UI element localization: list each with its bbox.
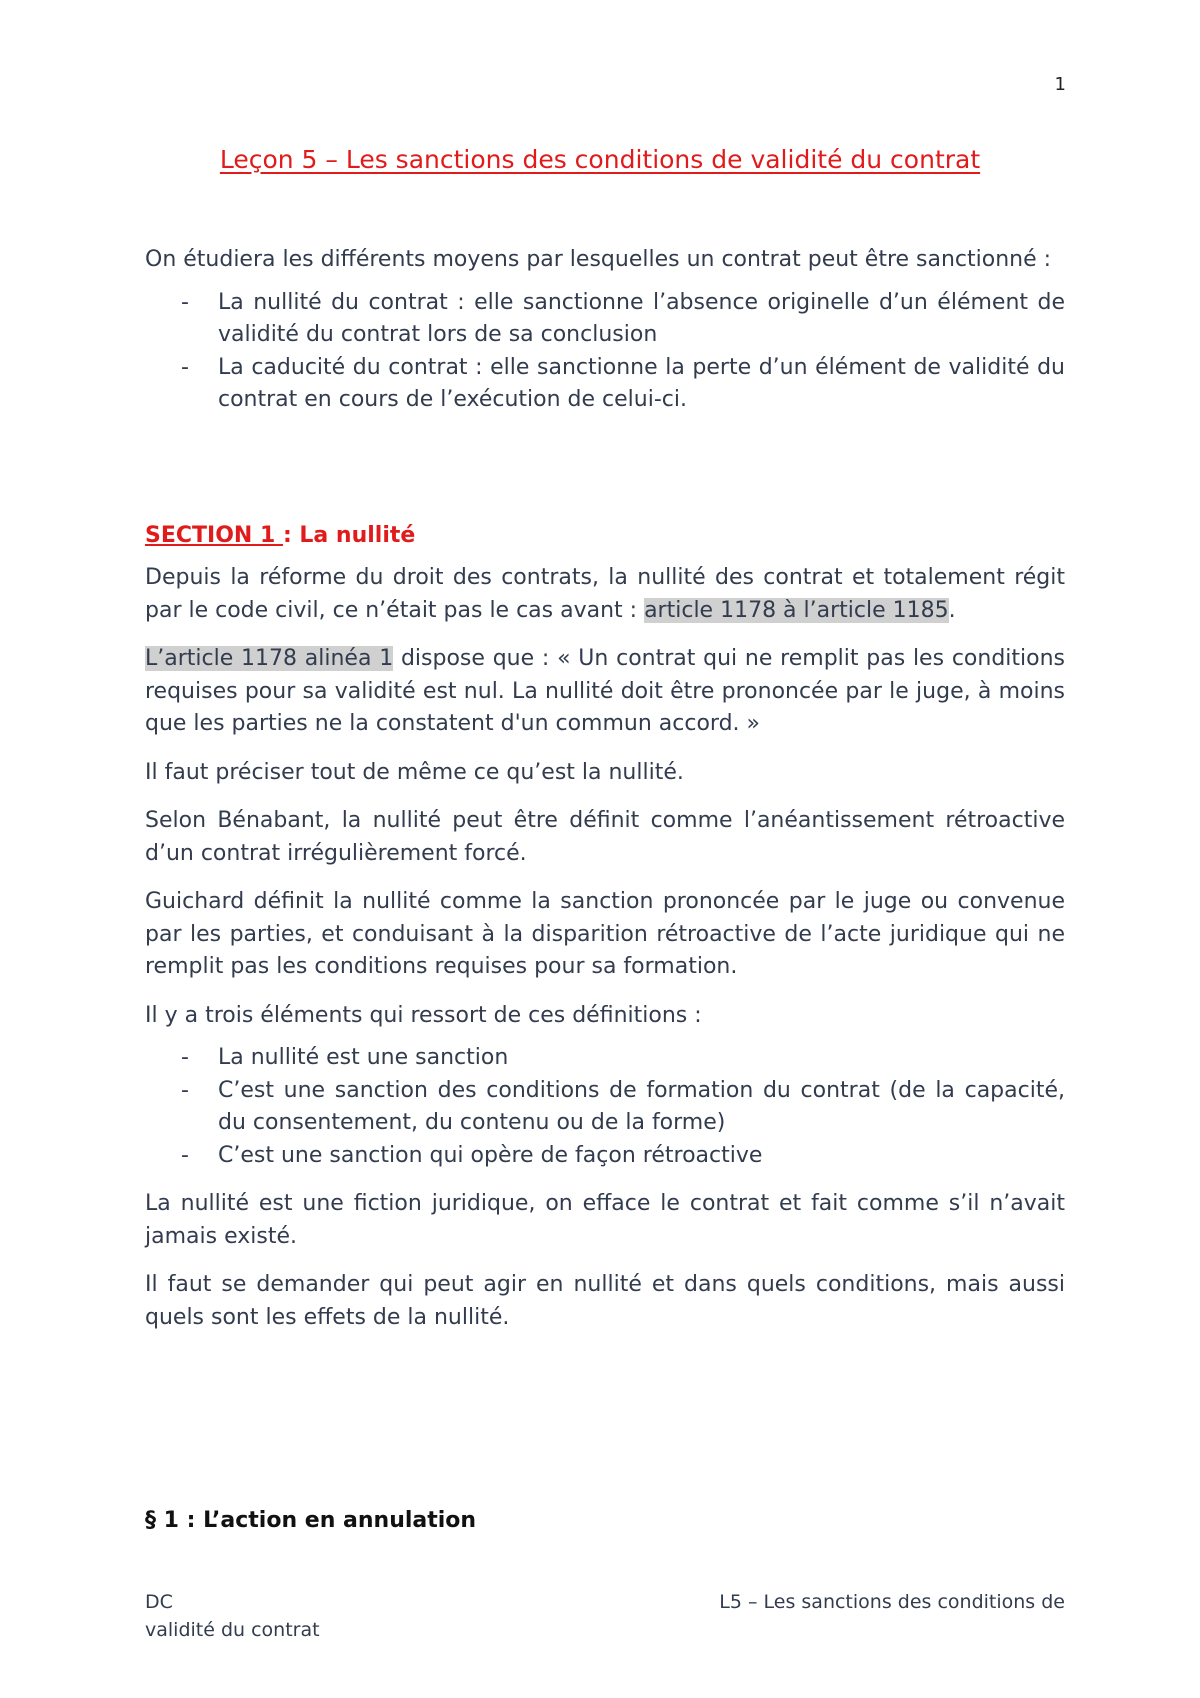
- list-item: [145, 1075, 1065, 1140]
- section-title: : La nullité: [282, 523, 416, 548]
- paragraph-text: .: [948, 597, 956, 623]
- paragraph-text: dispose que : « Un contrat qui ne remplit pas les conditions requises pour sa validité est nul. La nullité doit être prononcée par le juge, à moins que les parties ne la constatent d'un commun accord. »: [145, 646, 1065, 736]
- highlighted-reference: L’article 1178 alinéa 1: [145, 646, 394, 671]
- definition-elements-list: [145, 1042, 1065, 1172]
- footer-line-2: validité du contrat: [145, 1619, 320, 1641]
- paragraph: La nullité est une fiction juridique, on efface le contrat et fait comme s’il n’avait jamais existé.: [145, 1191, 1065, 1249]
- paragraph-text: Depuis la réforme du droit des contrats, la nullité des contrat et totalement régit par le code civil, ce n’était pas le cas avant :: [145, 565, 1065, 623]
- section-label: SECTION 1: [145, 523, 283, 548]
- list-dash: -: [181, 1142, 189, 1168]
- list-item: [145, 287, 1065, 352]
- paragraph: Il faut se demander qui peut agir en nullité et dans quels conditions, mais aussi quels sont les effets de la nullité.: [145, 1272, 1065, 1330]
- paragraph: [145, 643, 1065, 741]
- list-item-text: La nullité est une sanction: [218, 1045, 509, 1070]
- paragraph: [145, 562, 1065, 627]
- paragraph: Selon Bénabant, la nullité peut être définit comme l’anéantissement rétroactive d’un contrat irrégulièrement forcé.: [145, 808, 1065, 866]
- list-item-text: La nullité du contrat : elle sanctionne l’absence originelle d’un élément de validité du contrat lors de sa conclusion: [218, 289, 1065, 347]
- lesson-title: Leçon 5 – Les sanctions des conditions de validité du contrat: [219, 145, 981, 174]
- list-item: [145, 1042, 1065, 1075]
- intro-block: [145, 244, 1065, 417]
- paragraph: Il y a trois éléments qui ressort de ces définitions :: [145, 1002, 702, 1028]
- list-item-text: C’est une sanction qui opère de façon rétroactive: [218, 1142, 763, 1168]
- list-dash: -: [181, 1045, 189, 1070]
- footer-left: DC: [145, 1591, 173, 1613]
- page-number: 1: [1054, 74, 1066, 95]
- list-dash: -: [181, 354, 189, 380]
- highlighted-reference: article 1178 à l’article 1185: [644, 597, 949, 623]
- section-body: [145, 562, 1065, 1350]
- list-dash: -: [181, 289, 189, 315]
- intro-text: On étudiera les différents moyens par lesquelles un contrat peut être sanctionné :: [145, 247, 1052, 272]
- intro-list: [145, 287, 1065, 417]
- list-item: [145, 352, 1065, 417]
- section-heading: [145, 523, 415, 548]
- footer-right: L5 – Les sanctions des conditions de: [719, 1591, 1065, 1613]
- paragraph: Guichard définit la nullité comme la sanction prononcée par le juge ou convenue par les parties, et conduisant à la disparition rétroactive de l’acte juridique qui ne remplit pas les conditions requises pour sa formation.: [145, 889, 1065, 979]
- list-dash: -: [181, 1077, 189, 1103]
- list-item-text: C’est une sanction des conditions de formation du contrat (de la capacité, du consentement, du contenu ou de la forme): [218, 1077, 1065, 1135]
- list-item-text: La caducité du contrat : elle sanctionne la perte d’un élément de validité du contrat en cours de l’exécution de celui-ci.: [218, 354, 1065, 412]
- list-item: [145, 1140, 1065, 1173]
- paragraph: Il faut préciser tout de même ce qu’est la nullité.: [145, 759, 684, 785]
- subsection-heading: § 1 : L’action en annulation: [145, 1508, 477, 1533]
